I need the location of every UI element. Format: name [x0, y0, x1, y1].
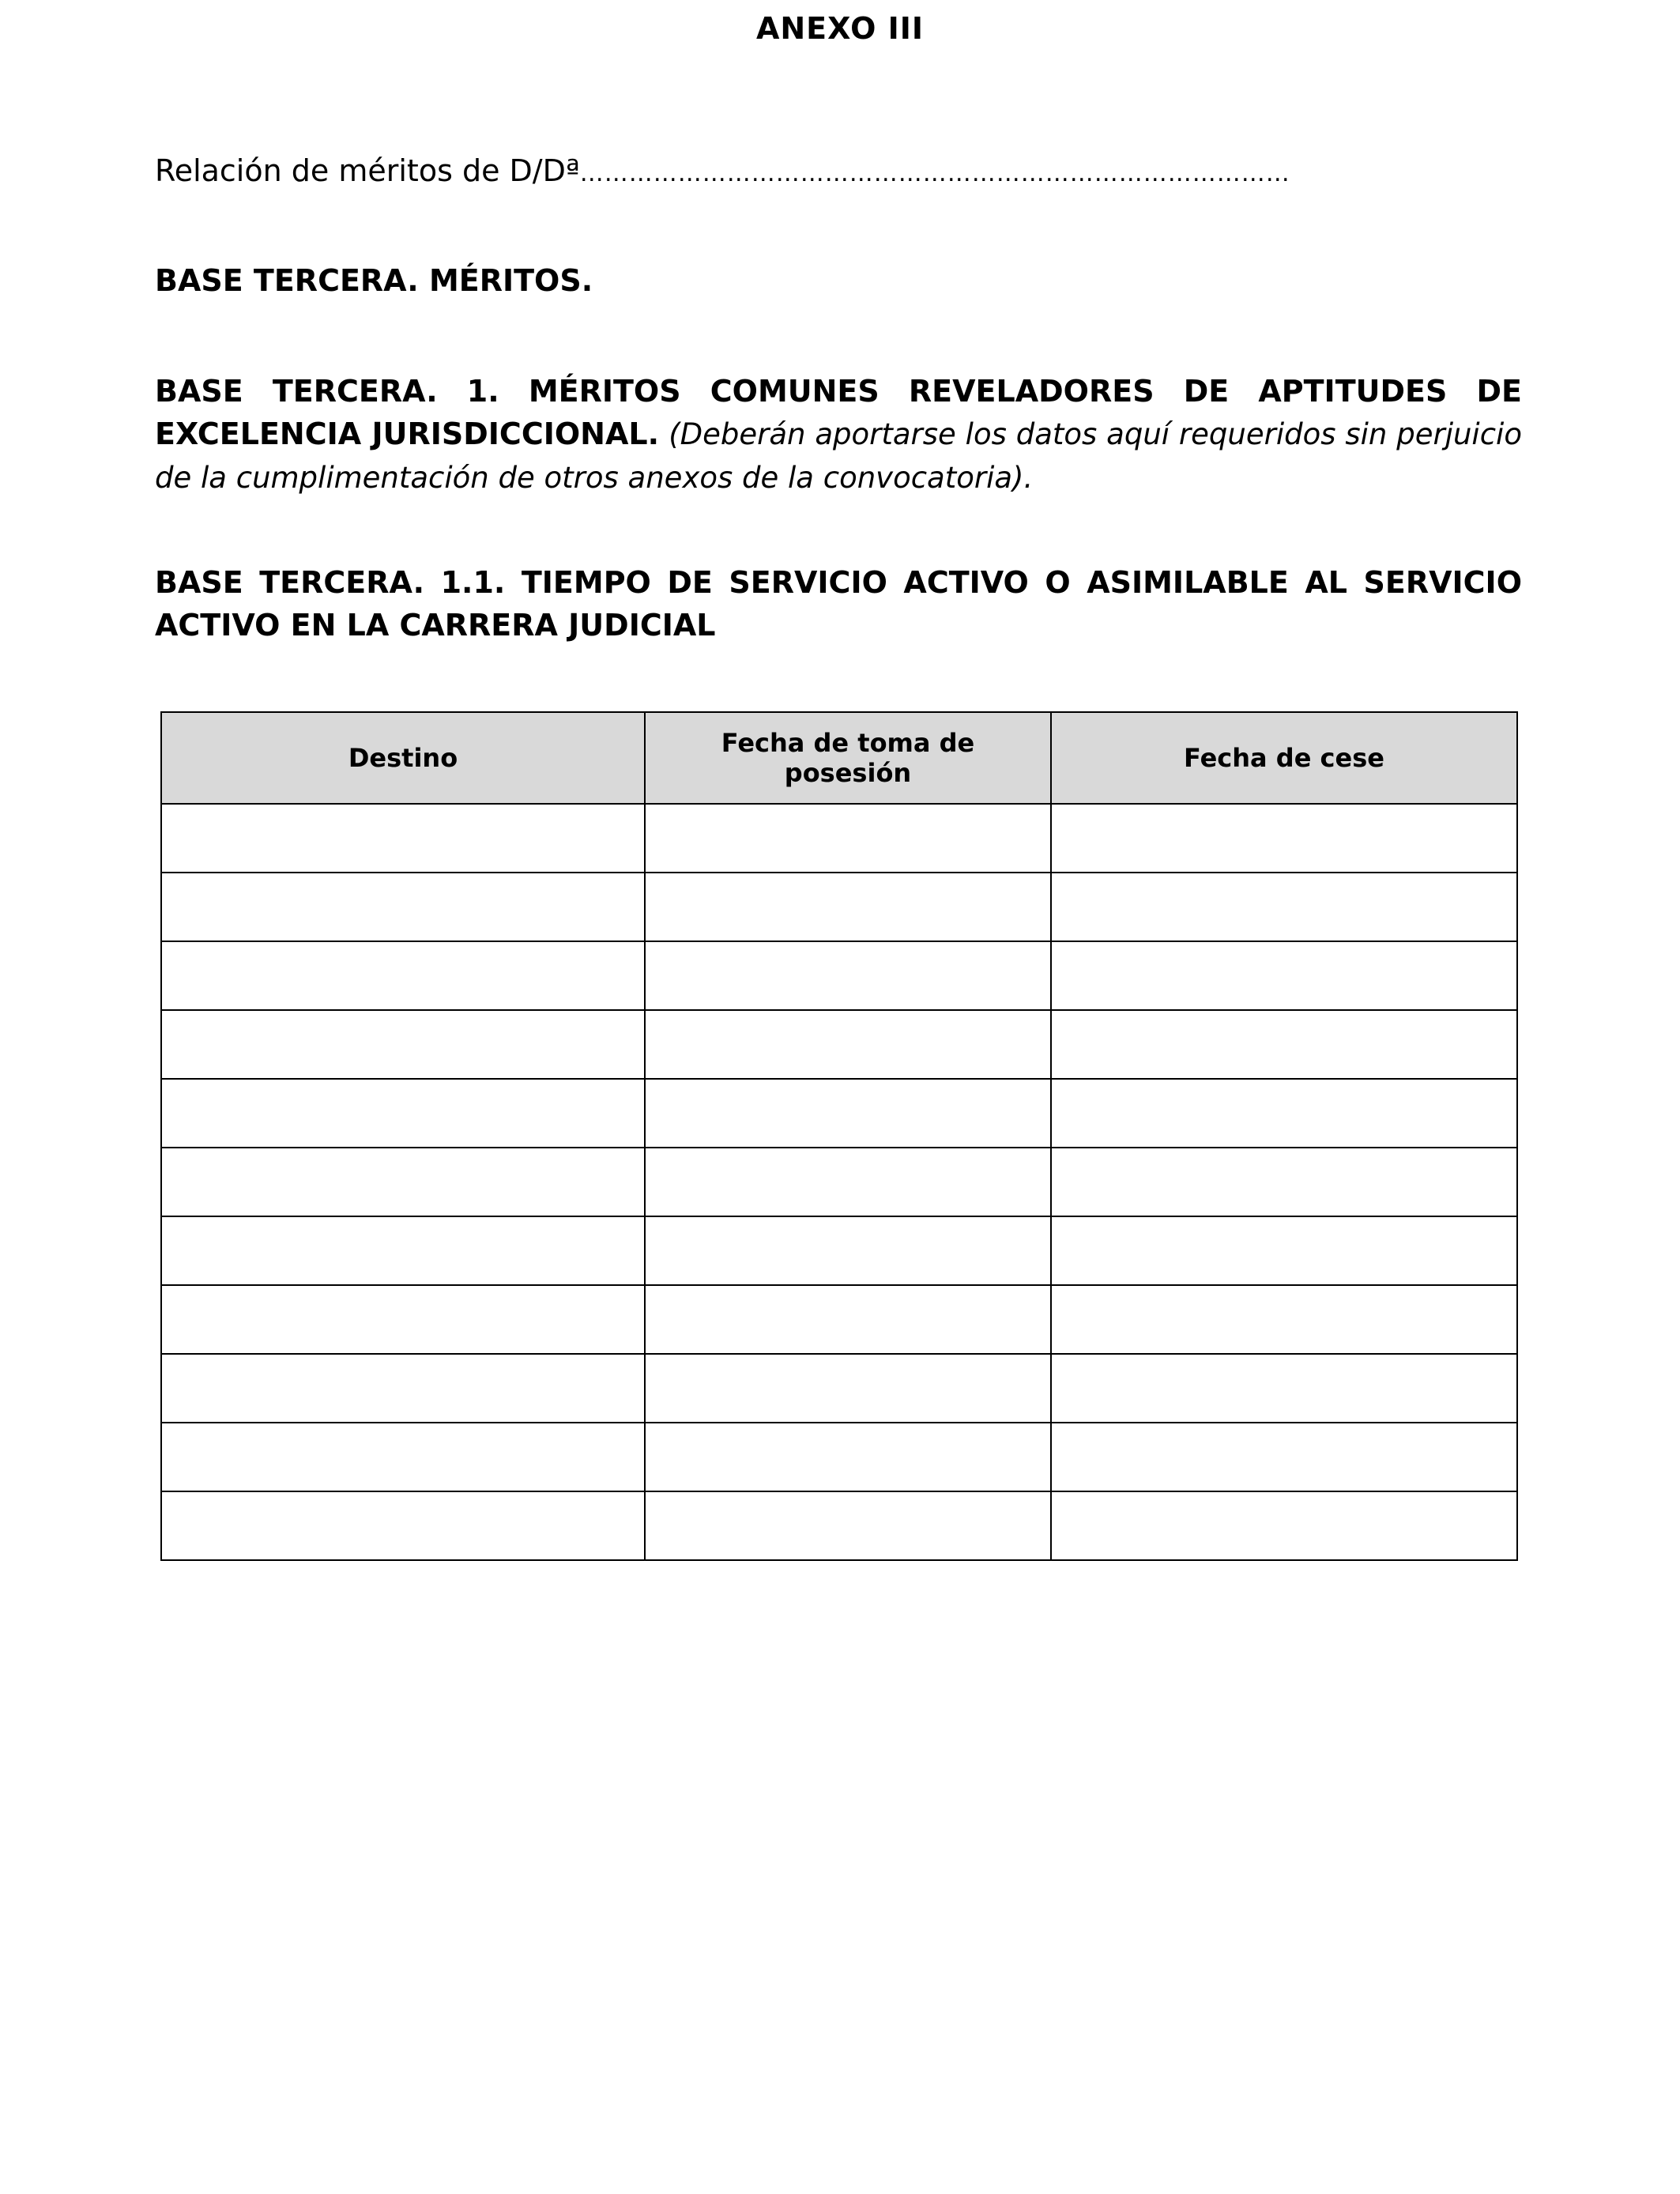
table-header-row	[161, 712, 1517, 804]
table-row	[161, 1216, 1517, 1285]
cell-destino[interactable]	[161, 1010, 645, 1079]
cell-fecha-toma-posesion[interactable]	[645, 1354, 1051, 1423]
cell-fecha-toma-posesion[interactable]	[645, 941, 1051, 1010]
section-1-paragraph	[155, 370, 1522, 499]
table-row	[161, 1079, 1517, 1148]
cell-fecha-cese[interactable]	[1051, 1079, 1517, 1148]
cell-fecha-cese[interactable]	[1051, 1354, 1517, 1423]
table-row	[161, 804, 1517, 873]
cell-fecha-toma-posesion[interactable]	[645, 1010, 1051, 1079]
table-row	[161, 941, 1517, 1010]
cell-fecha-toma-posesion[interactable]	[645, 1423, 1051, 1491]
cell-fecha-cese[interactable]	[1051, 941, 1517, 1010]
header-fecha-cese: Fecha de cese	[1051, 712, 1517, 804]
relacion-fill-dots[interactable]: ……………………………………………………………………………	[579, 160, 1290, 187]
section-1-note: (Deberán aportarse los datos aquí requeridos sin perjuicio de la cumplimentación de otros anexos de la convocatoria).	[155, 417, 1522, 495]
header-fecha-toma-posesion: Fecha de toma de posesión	[645, 712, 1051, 804]
cell-destino[interactable]	[161, 873, 645, 941]
cell-fecha-cese[interactable]	[1051, 1216, 1517, 1285]
table-row	[161, 1491, 1517, 1560]
service-time-table	[160, 711, 1518, 1561]
cell-fecha-toma-posesion[interactable]	[645, 873, 1051, 941]
cell-fecha-toma-posesion[interactable]	[645, 1079, 1051, 1148]
cell-fecha-cese[interactable]	[1051, 1010, 1517, 1079]
cell-destino[interactable]	[161, 941, 645, 1010]
table-row	[161, 1423, 1517, 1491]
cell-destino[interactable]	[161, 1491, 645, 1560]
relacion-line	[155, 152, 1290, 193]
table-row	[161, 1148, 1517, 1216]
cell-fecha-cese[interactable]	[1051, 1285, 1517, 1354]
table-row	[161, 1285, 1517, 1354]
cell-fecha-toma-posesion[interactable]	[645, 1285, 1051, 1354]
cell-destino[interactable]	[161, 1079, 645, 1148]
cell-fecha-cese[interactable]	[1051, 1491, 1517, 1560]
page-title: ANEXO III	[755, 11, 925, 46]
cell-fecha-toma-posesion[interactable]	[645, 1491, 1051, 1560]
relacion-label: Relación de méritos de D/Dª	[155, 153, 580, 188]
cell-destino[interactable]	[161, 1148, 645, 1216]
header-destino: Destino	[161, 712, 645, 804]
table-row	[161, 1354, 1517, 1423]
cell-fecha-cese[interactable]	[1051, 1423, 1517, 1491]
cell-fecha-cese[interactable]	[1051, 1148, 1517, 1216]
cell-destino[interactable]	[161, 1285, 645, 1354]
section-meritos-heading: BASE TERCERA. MÉRITOS.	[155, 263, 593, 298]
cell-fecha-cese[interactable]	[1051, 873, 1517, 941]
section-1-1-heading: BASE TERCERA. 1.1. TIEMPO DE SERVICIO ACTIVO O ASIMILABLE AL SERVICIO ACTIVO EN LA CARRERA JUDICIAL	[155, 565, 1522, 643]
section-1-heading: BASE TERCERA. 1. MÉRITOS COMUNES REVELADORES DE APTITUDES DE EXCELENCIA JURISDICCIONAL.	[155, 374, 1522, 451]
cell-fecha-toma-posesion[interactable]	[645, 1148, 1051, 1216]
cell-fecha-cese[interactable]	[1051, 804, 1517, 873]
cell-fecha-toma-posesion[interactable]	[645, 1216, 1051, 1285]
cell-fecha-toma-posesion[interactable]	[645, 804, 1051, 873]
cell-destino[interactable]	[161, 1354, 645, 1423]
table-row	[161, 1010, 1517, 1079]
cell-destino[interactable]	[161, 1423, 645, 1491]
table-row	[161, 873, 1517, 941]
cell-destino[interactable]	[161, 1216, 645, 1285]
cell-destino[interactable]	[161, 804, 645, 873]
